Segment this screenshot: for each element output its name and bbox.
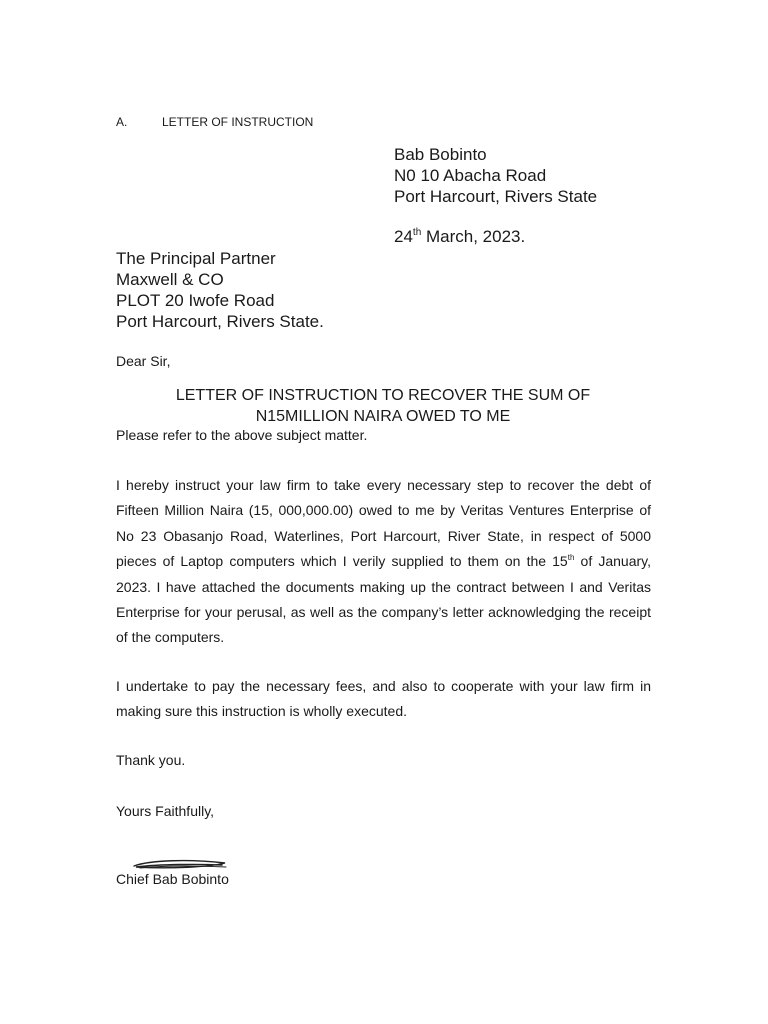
sender-address-line: N0 10 Abacha Road	[394, 166, 547, 185]
subject-line-2: N15MILLION NAIRA OWED TO ME	[255, 408, 511, 425]
subject-line-1: LETTER OF INSTRUCTION TO RECOVER THE SUM OF	[175, 387, 591, 404]
ordinal-suffix: th	[567, 553, 575, 563]
letter-date	[394, 226, 525, 247]
heading-title: LETTER OF INSTRUCTION	[162, 115, 314, 129]
salutation: Dear Sir,	[116, 353, 171, 369]
recipient-line: The Principal Partner	[116, 249, 276, 268]
recipient-address-block	[116, 248, 324, 332]
heading-number: A.	[116, 115, 128, 129]
date-day: 24	[394, 227, 413, 246]
date-ordinal-suffix: th	[412, 227, 422, 238]
reference-sentence: Please refer to the above subject matter.	[116, 427, 368, 443]
paragraph-text: of January, 2023. I have attached the documents making up the contract between I and Veritas Enterprise for your perusal, as well as the company’s letter acknowledging the receipt of the computers.	[116, 553, 651, 646]
thank-you-line: Thank you.	[116, 752, 186, 768]
signatory-name: Chief Bab Bobinto	[116, 871, 229, 887]
recipient-line: Port Harcourt, Rivers State.	[116, 312, 324, 331]
sender-name: Bab Bobinto	[394, 145, 487, 164]
complimentary-close: Yours Faithfully,	[116, 803, 215, 819]
sender-address-block	[394, 144, 597, 207]
recipient-line: PLOT 20 Iwofe Road	[116, 291, 275, 310]
body-paragraph-instruction	[116, 473, 651, 651]
sender-address-line: Port Harcourt, Rivers State	[394, 187, 598, 206]
handwritten-signature	[130, 856, 230, 872]
letter-heading	[116, 115, 313, 129]
body-paragraph-undertaking: I undertake to pay the necessary fees, and also to cooperate with your law firm in making sure this instruction is wholly executed.	[116, 678, 651, 720]
date-month-year: March, 2023.	[421, 227, 526, 246]
subject-line	[116, 385, 650, 427]
paragraph-text: I hereby instruct your law firm to take every necessary step to recover the debt of Fifteen Million Naira (15, 000,000.00) owed to me by Veritas Ventures Enterprise of No 23 Obasanjo Road, Waterlines, Port Harcourt, River State, in respect of 5000 pieces of Laptop computers which I verily supplied to them on the 15	[116, 477, 651, 570]
recipient-line: Maxwell & CO	[116, 270, 224, 289]
